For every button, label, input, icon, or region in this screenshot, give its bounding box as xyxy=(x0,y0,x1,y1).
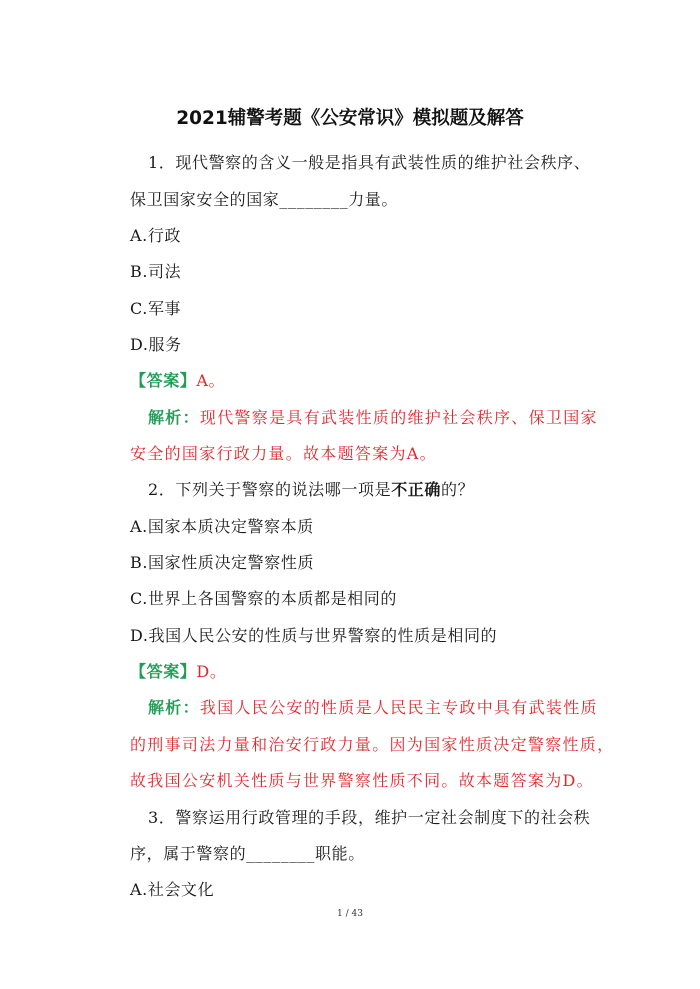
question-2-text-post: 的？ xyxy=(441,480,475,499)
question-1-option-c: C.军事 xyxy=(130,299,182,318)
question-2-emphasis: 不正确 xyxy=(391,480,441,499)
answer-value: D。 xyxy=(196,662,227,681)
question-1-option-b: B.司法 xyxy=(130,262,182,281)
question-3-line-1: 3．警察运用行政管理的手段，维护一定社会制度下的社会秩 xyxy=(148,808,591,827)
question-2-text-pre: 2．下列关于警察的说法哪一项是 xyxy=(148,480,392,499)
page-title: 2021辅警考题《公安常识》模拟题及解答 xyxy=(176,108,524,129)
question-2-explanation-line-3: 故我国公安机关性质与世界警察性质不同。故本题答案为D。 xyxy=(130,771,594,790)
question-3-line-2: 序，属于警察的________职能。 xyxy=(130,844,365,863)
question-2-option-a: A.国家本质决定警察本质 xyxy=(130,517,314,536)
question-1-line-1: 1．现代警察的含义一般是指具有武装性质的维护社会秩序、 xyxy=(148,153,591,172)
question-2-answer xyxy=(130,659,226,682)
explanation-text: 我国人民公安的性质是人民民主专政中具有武装性质 xyxy=(199,698,598,717)
question-2-line-1 xyxy=(148,477,474,500)
question-1-option-d: D.服务 xyxy=(130,335,182,354)
page-number: 1 / 43 xyxy=(337,909,363,919)
question-2-option-c: C.世界上各国警察的本质都是相同的 xyxy=(130,589,397,608)
explanation-text: 现代警察是具有武装性质的维护社会秩序、保卫国家 xyxy=(199,408,598,427)
answer-label: 【答案】 xyxy=(130,371,197,390)
question-2-option-d: D.我国人民公安的性质与世界警察的性质是相同的 xyxy=(130,626,498,645)
question-1-explanation-line-2: 安全的国家行政力量。故本题答案为A。 xyxy=(130,444,437,463)
question-1-explanation-line-1 xyxy=(148,405,598,428)
answer-label: 【答案】 xyxy=(130,662,197,681)
question-2-option-b: B.国家性质决定警察性质 xyxy=(130,553,315,572)
answer-value: A。 xyxy=(196,371,226,390)
explanation-label: 解析： xyxy=(148,408,200,427)
question-2-explanation-line-1 xyxy=(148,695,598,718)
question-3-option-a: A.社会文化 xyxy=(130,880,215,899)
question-1-option-a: A.行政 xyxy=(130,226,182,245)
question-2-explanation-line-2: 的刑事司法力量和治安行政力量。因为国家性质决定警察性质， xyxy=(130,735,615,754)
question-1-line-2: 保卫国家安全的国家________力量。 xyxy=(130,190,399,209)
explanation-label: 解析： xyxy=(148,698,200,717)
question-1-answer xyxy=(130,368,225,391)
